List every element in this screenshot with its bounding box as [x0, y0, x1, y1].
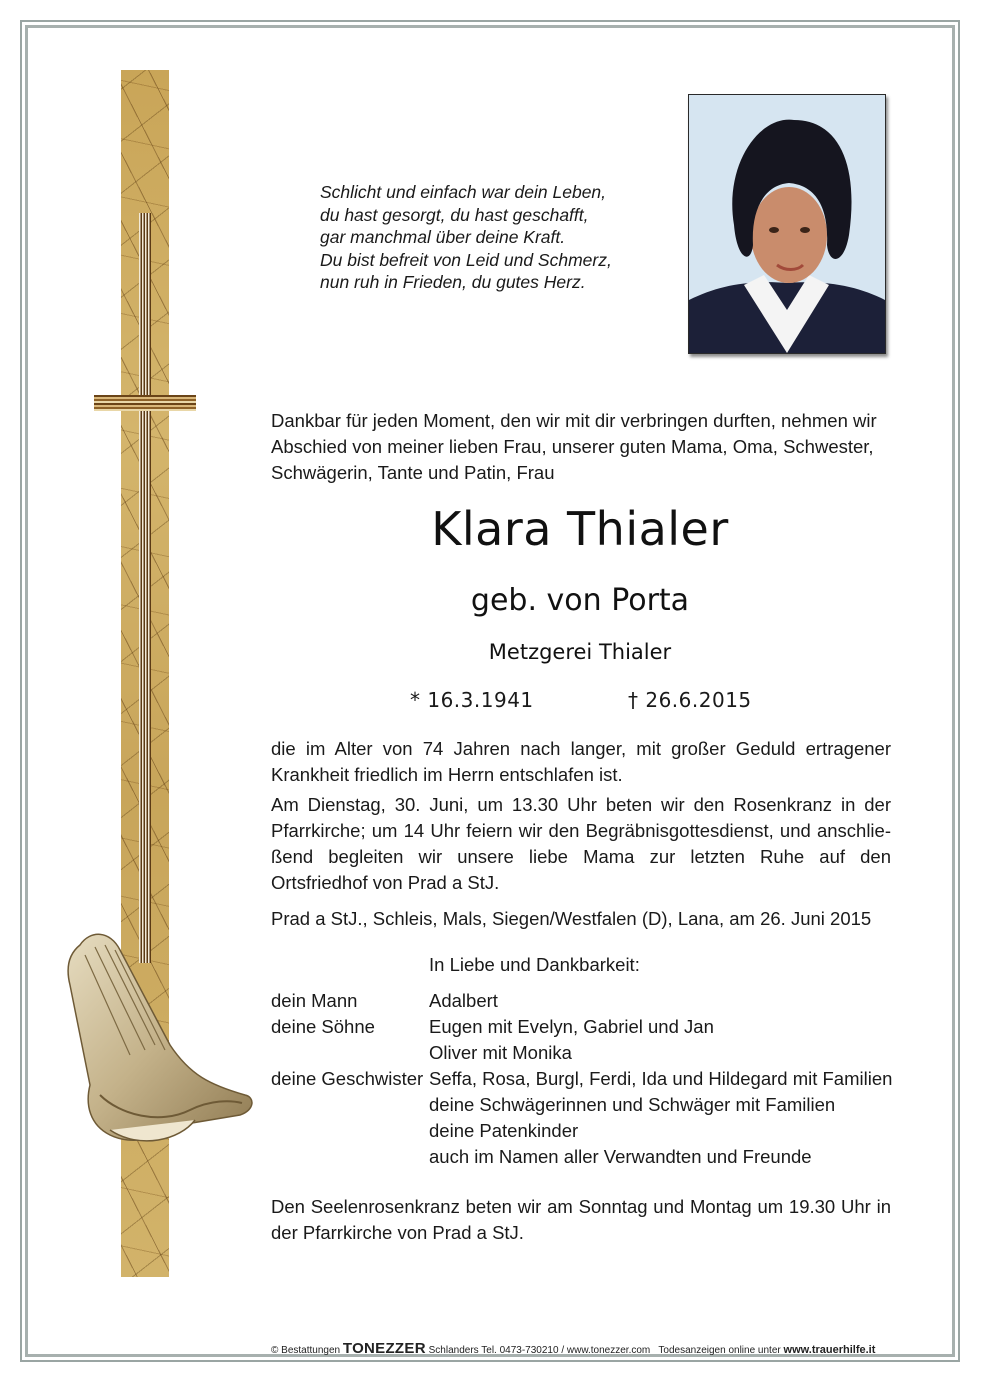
- footer-prefix: © Bestattungen: [271, 1345, 341, 1356]
- family-relation: dein Mann: [271, 990, 358, 1011]
- poem-line: Schlicht und einfach war dein Leben,: [320, 182, 607, 202]
- death-notice-text: die im Alter von 74 Jahren nach langer, mit großer Geduld ertragener Krankheit friedlich im Herrn entschlafen ist.: [271, 738, 891, 785]
- family-row: [271, 1066, 892, 1092]
- family-relation: [271, 1092, 429, 1118]
- intro-text: Dankbar für jeden Moment, den wir mit dir verbringen durften, nehmen wir Abschied von meiner lieben Frau, unserer guten Mama, Oma, Schwester, Schwägerin, Tante und Patin, Frau: [271, 410, 877, 483]
- cross-icon-vertical: [139, 213, 151, 963]
- family-row: [271, 1014, 892, 1040]
- family-names: Eugen mit Evelyn, Gabriel und Jan: [429, 1016, 714, 1037]
- family-list: [271, 988, 892, 1170]
- family-names: auch im Namen aller Verwandten und Freunde: [429, 1146, 812, 1167]
- funeral-info-text: Am Dienstag, 30. Juni, um 13.30 Uhr beten wir den Rosenkranz in der Pfarrkirche; um 14 Uhr feiern wir den Begräbnisgottesdienst, und anschlie-ßend begleiten wir unsere liebe Mama zur letzten Ruhe auf den Ortsfriedhof von Prad a StJ.: [271, 794, 891, 893]
- family-names: deine Patenkinder: [429, 1120, 579, 1141]
- maiden-name: geb. von Porta: [470, 583, 690, 618]
- family-row: [271, 988, 892, 1014]
- footer-brand: TONEZZER: [342, 1340, 426, 1357]
- birth-date: * 16.3.1941: [410, 688, 534, 712]
- poem-line: Du bist befreit von Leid und Schmerz,: [320, 249, 612, 270]
- family-relation: [271, 1144, 429, 1170]
- family-row: [271, 1118, 892, 1144]
- rosary-text: Den Seelenrosenkranz beten wir am Sonntag und Montag um 19.30 Uhr in der Pfarrkirche von Prad a StJ.: [271, 1196, 891, 1243]
- place-date-text: Prad a StJ., Schleis, Mals, Siegen/Westfalen (D), Lana, am 26. Juni 2015: [271, 908, 872, 929]
- family-names: Adalbert: [429, 990, 498, 1011]
- cross-icon-horizontal: [94, 395, 196, 411]
- family-names: Oliver mit Monika: [429, 1042, 572, 1063]
- business-name: Metzgerei Thialer: [488, 640, 672, 664]
- family-names: Seffa, Rosa, Burgl, Ferdi, Ida und Hildegard mit Familien: [429, 1068, 893, 1089]
- family-row: [271, 1144, 892, 1170]
- footer-online-label: Todesanzeigen online unter: [658, 1345, 781, 1356]
- poem: [320, 181, 612, 294]
- family-row: [271, 1092, 892, 1118]
- family-relation: [271, 1118, 429, 1144]
- poem-line: du hast gesorgt, du hast geschafft,: [320, 204, 589, 225]
- death-date: † 26.6.2015: [628, 688, 752, 712]
- deceased-name: Klara Thialer: [431, 502, 729, 556]
- family-relation: deine Geschwister: [271, 1068, 424, 1089]
- family-names: deine Schwägerinnen und Schwäger mit Familien: [429, 1094, 836, 1115]
- portrait-image: [689, 95, 885, 353]
- portrait-photo: [688, 94, 886, 354]
- family-row: [271, 1040, 892, 1066]
- footer: [271, 1340, 896, 1357]
- family-relation: [271, 1040, 429, 1066]
- poem-line: gar manchmal über deine Kraft.: [320, 227, 566, 247]
- poem-line: nun ruh in Frieden, du gutes Herz.: [320, 272, 586, 292]
- praying-hands-icon: [60, 925, 260, 1165]
- footer-contact: Schlanders Tel. 0473-730210 / www.tonezzer.com: [428, 1345, 651, 1356]
- footer-online-link[interactable]: www.trauerhilfe.it: [783, 1344, 876, 1356]
- family-relation: deine Söhne: [271, 1016, 375, 1037]
- greeting-text: In Liebe und Dankbarkeit:: [429, 954, 640, 975]
